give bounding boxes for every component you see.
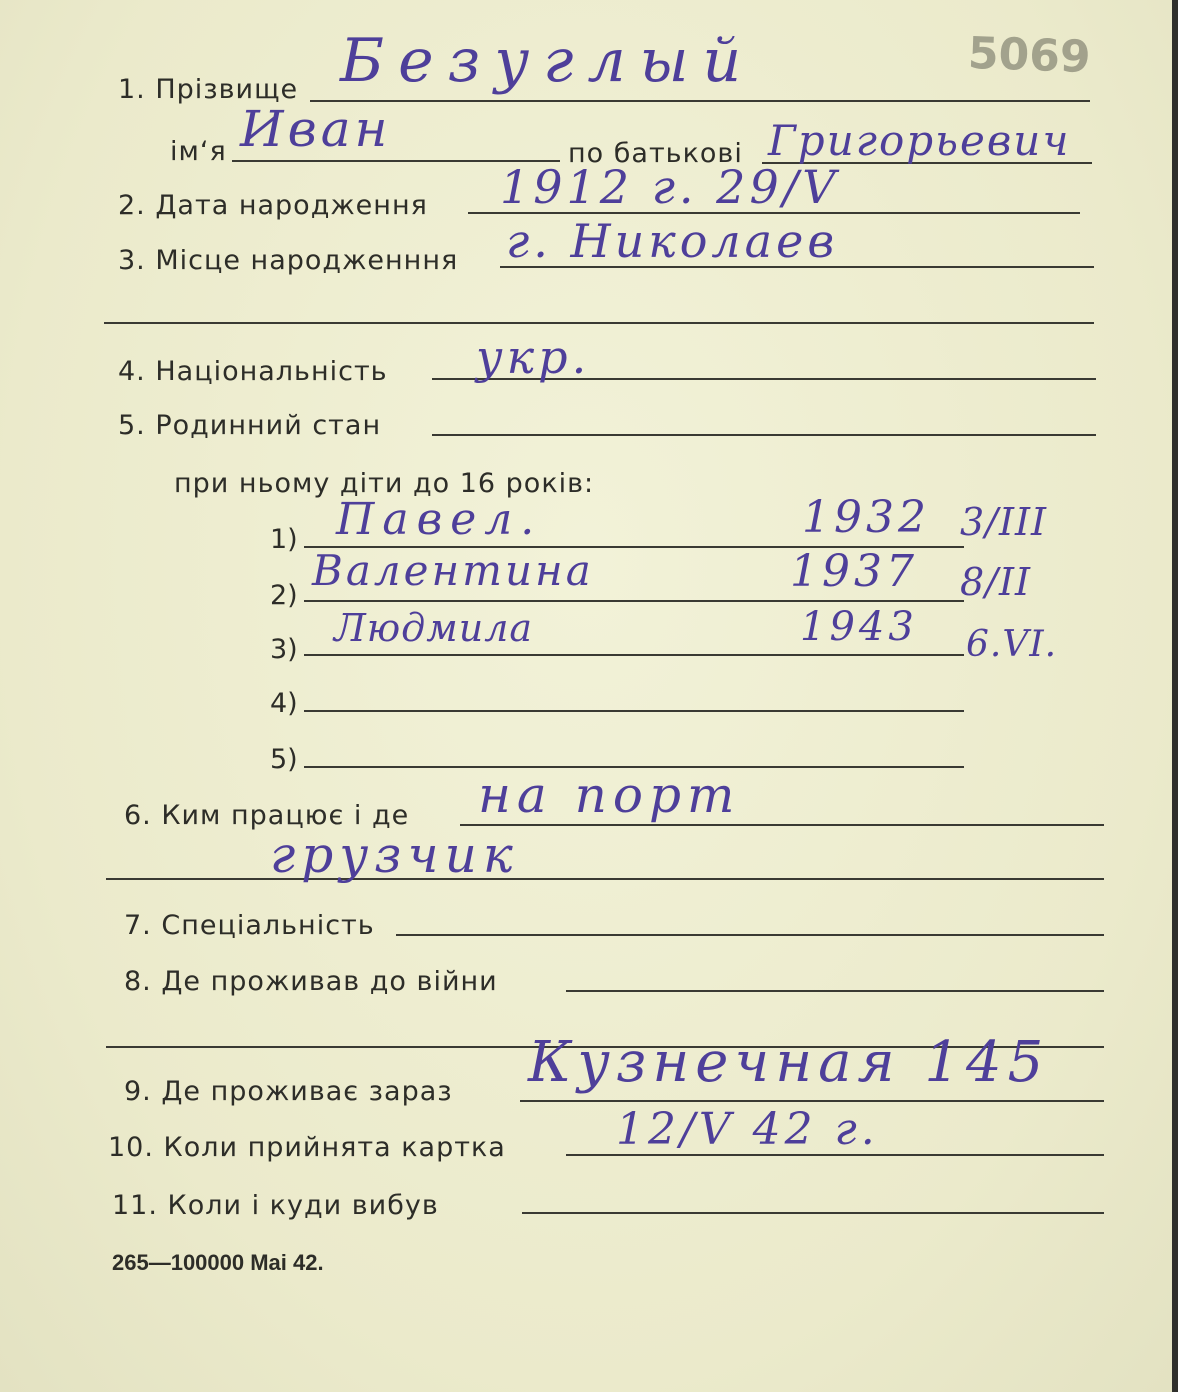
value-birth-place: г. Николаев bbox=[506, 214, 839, 268]
line-child bbox=[304, 654, 964, 656]
child-number: 2) bbox=[270, 580, 298, 611]
value-surname: Безуглый bbox=[340, 26, 756, 96]
child-year: 1943 bbox=[800, 604, 918, 650]
label-specialty: 7. Спеціальність bbox=[124, 910, 375, 941]
label-birth-date: 2. Дата народження bbox=[118, 190, 428, 221]
value-work-2: грузчик bbox=[270, 826, 519, 884]
archive-number: 5069 bbox=[967, 27, 1092, 84]
child-year: 1932 bbox=[802, 492, 930, 543]
line-prewar-residence bbox=[566, 990, 1104, 992]
line-surname bbox=[310, 100, 1090, 102]
label-work: 6. Ким працює і де bbox=[124, 800, 410, 831]
line-child bbox=[304, 600, 964, 602]
label-surname: 1. Прізвище bbox=[118, 74, 299, 105]
line-work-2 bbox=[106, 878, 1104, 880]
line-birth-place-2 bbox=[104, 322, 1094, 324]
label-patronymic: по батькові bbox=[568, 138, 743, 169]
child-date: 6.VI. bbox=[966, 624, 1058, 665]
label-departure: 11. Коли і куди вибув bbox=[112, 1190, 439, 1221]
child-name: Павел. bbox=[336, 494, 543, 545]
label-current-residence: 9. Де проживає зараз bbox=[124, 1076, 453, 1107]
label-nationality: 4. Національність bbox=[118, 356, 388, 387]
value-patronymic: Григорьевич bbox=[768, 116, 1071, 165]
child-date: 3/III bbox=[960, 500, 1048, 544]
label-family-status: 5. Родинний стан bbox=[118, 410, 382, 441]
child-number: 4) bbox=[270, 688, 298, 719]
value-card-date: 12/V 42 г. bbox=[616, 1104, 879, 1155]
value-work: на порт bbox=[478, 766, 741, 824]
line-specialty bbox=[396, 934, 1104, 936]
child-number: 3) bbox=[270, 634, 298, 665]
line-departure bbox=[522, 1212, 1104, 1214]
label-children: при ньому діти до 16 років: bbox=[174, 468, 595, 499]
line-family-status bbox=[432, 434, 1096, 436]
child-number: 5) bbox=[270, 744, 298, 775]
value-current-residence: Кузнечная 145 bbox=[528, 1030, 1050, 1095]
child-year: 1937 bbox=[790, 546, 918, 597]
value-birth-date: 1912 г. 29/V bbox=[500, 160, 840, 214]
print-info: 265—100000 Mai 42. bbox=[112, 1250, 324, 1275]
line-work bbox=[460, 824, 1104, 826]
child-name: Валентина bbox=[312, 546, 594, 595]
child-date: 8/II bbox=[960, 560, 1032, 604]
line-current-residence bbox=[520, 1100, 1104, 1102]
child-number: 1) bbox=[270, 524, 298, 555]
value-name: Иван bbox=[240, 100, 392, 158]
line-child bbox=[304, 710, 964, 712]
label-prewar-residence: 8. Де проживав до війни bbox=[124, 966, 498, 997]
value-nationality: укр. bbox=[476, 330, 591, 384]
label-card-date: 10. Коли прийнята картка bbox=[108, 1132, 506, 1163]
child-name: Людмила bbox=[334, 606, 534, 650]
label-name: ім‘я bbox=[170, 136, 227, 167]
label-birth-place: 3. Місце народженння bbox=[118, 245, 459, 276]
